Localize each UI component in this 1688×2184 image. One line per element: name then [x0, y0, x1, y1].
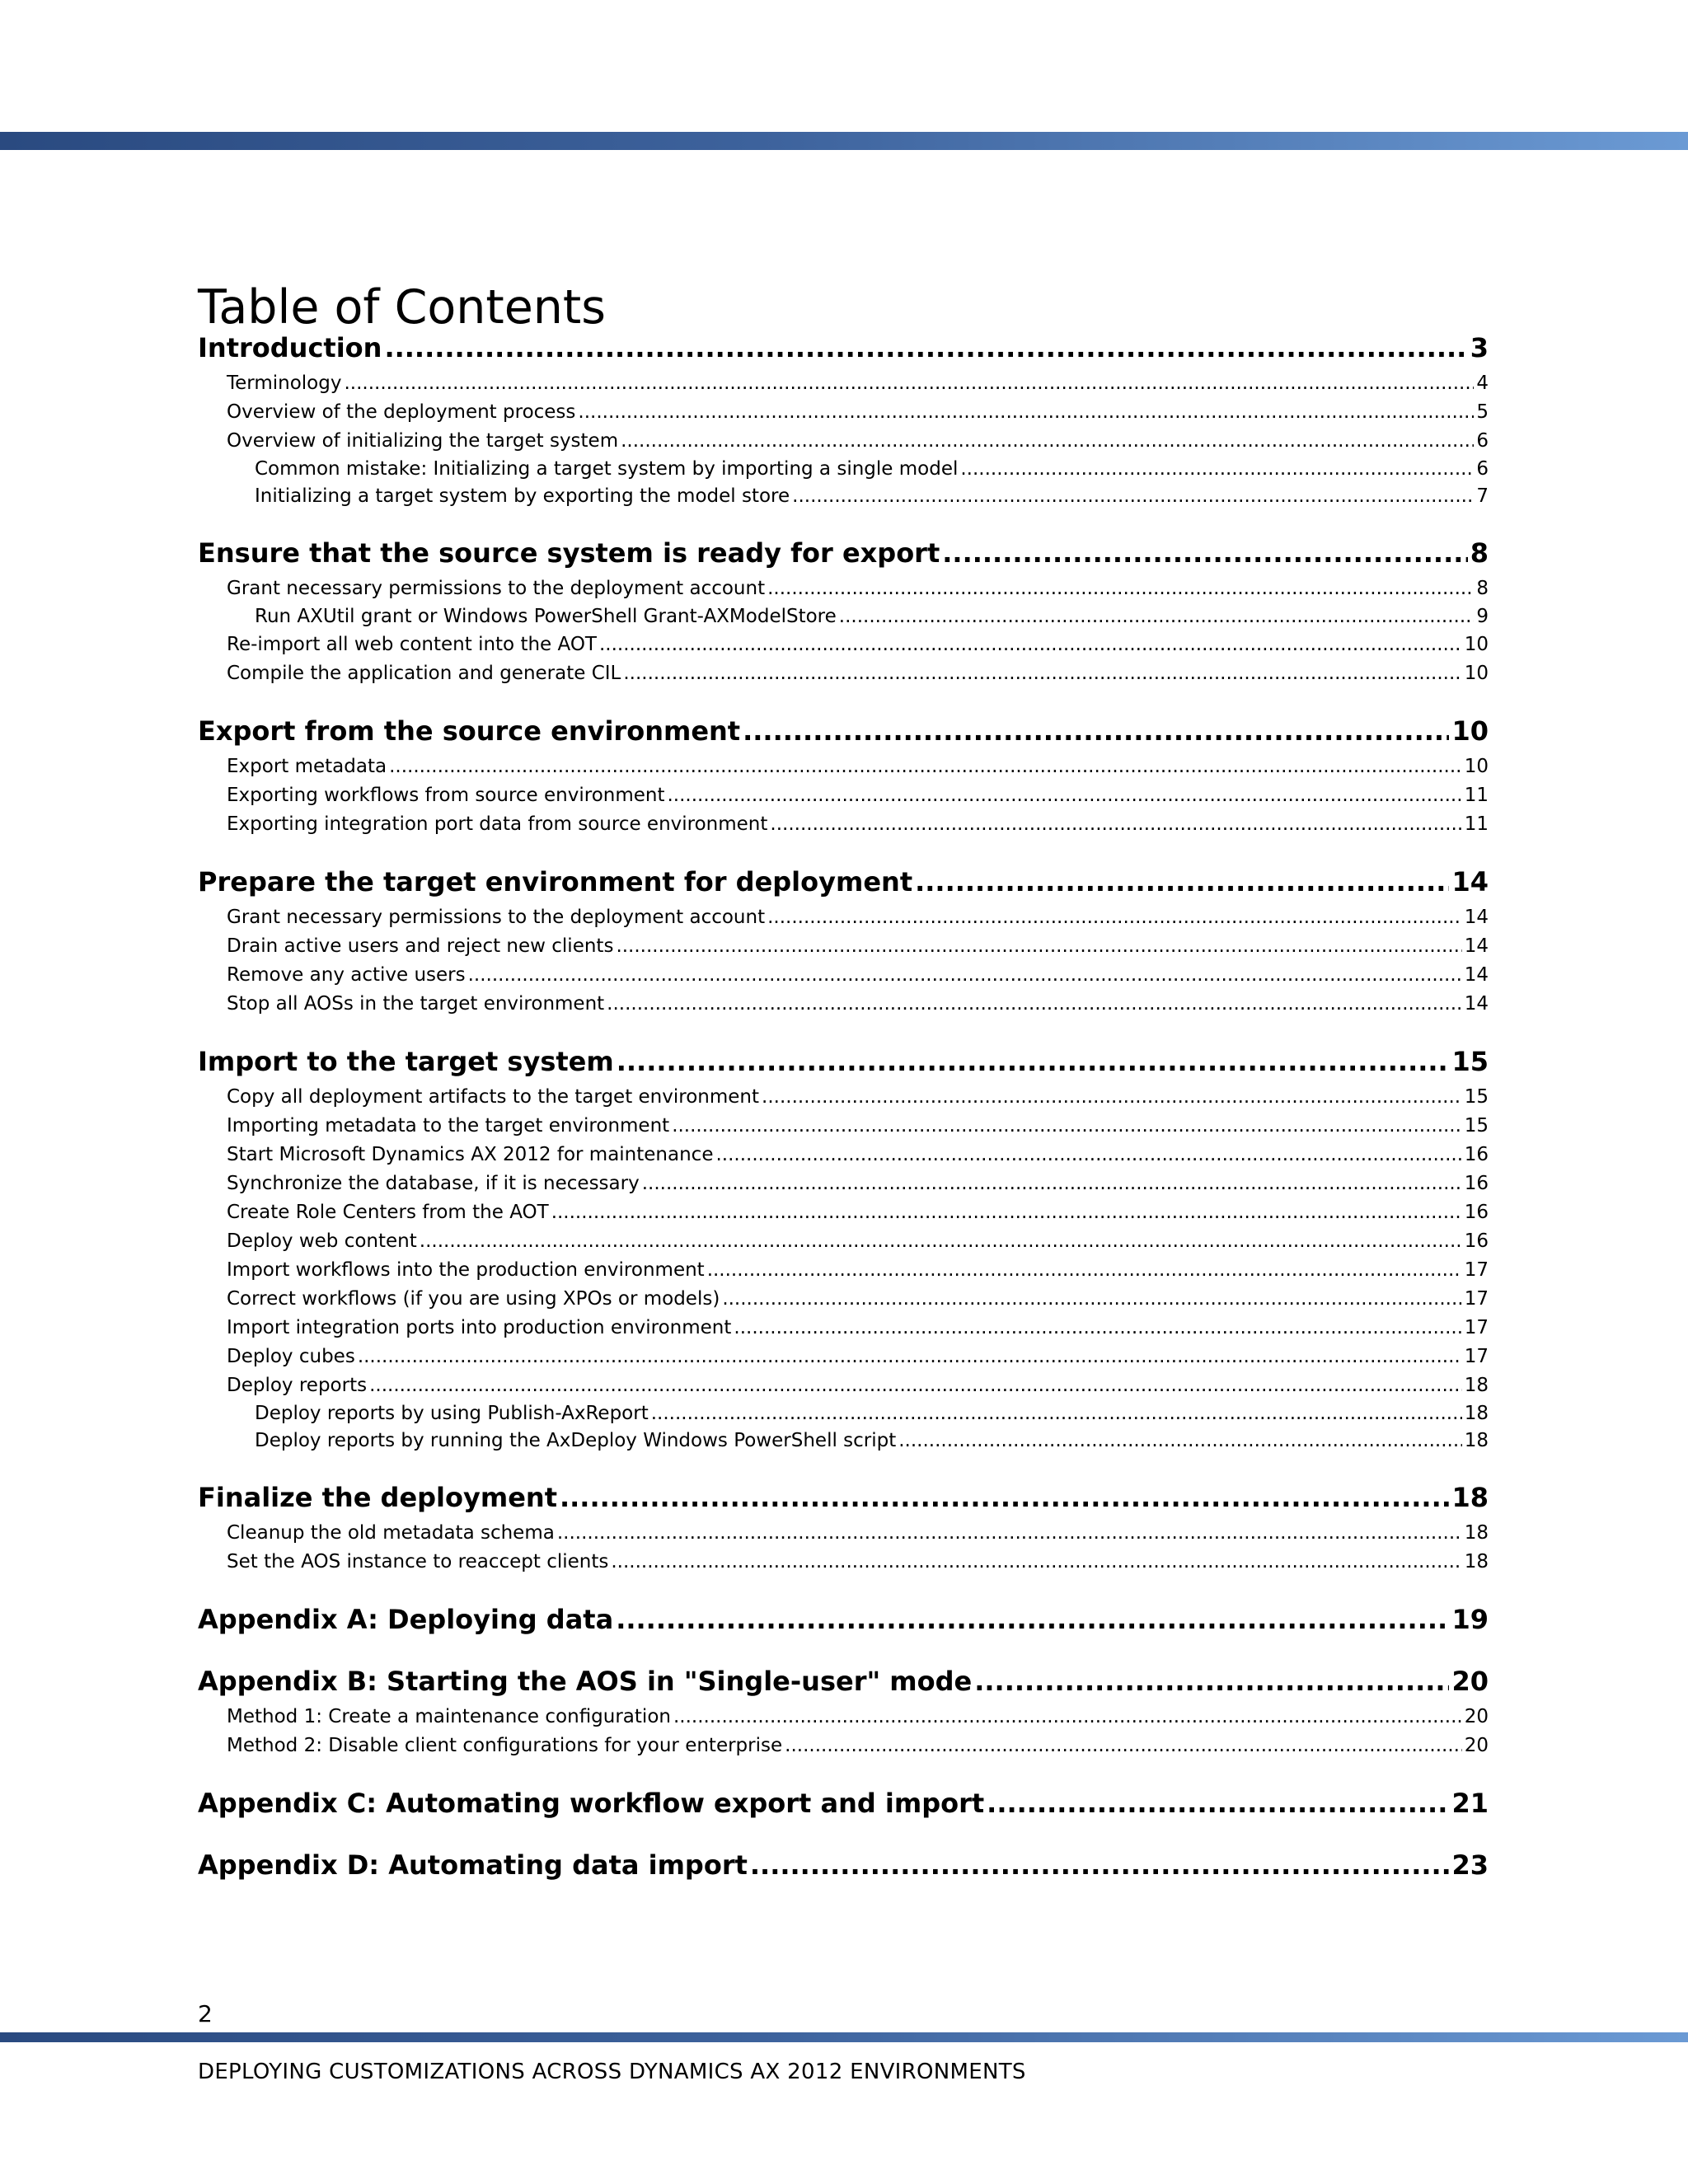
toc-entry-title: Introduction [198, 332, 382, 363]
toc-subentry[interactable] [198, 1314, 1489, 1343]
toc-entry-page: 19 [1451, 1604, 1489, 1635]
toc-heading[interactable] [198, 1043, 1489, 1080]
toc-subentry[interactable] [198, 1198, 1489, 1227]
toc-entry-page: 7 [1476, 485, 1489, 507]
toc-entry-title: Import integration ports into production environment [227, 1317, 732, 1338]
toc-entry-title: Ensure that the source system is ready for export [198, 537, 940, 569]
toc-subentry[interactable] [198, 990, 1489, 1019]
dot-leader [722, 1285, 1461, 1314]
toc-subentry[interactable] [198, 369, 1489, 398]
toc-entry-page: 16 [1464, 1173, 1489, 1194]
toc-entry-page: 20 [1464, 1735, 1489, 1756]
toc-heading[interactable] [198, 535, 1489, 572]
toc-entry-page: 6 [1476, 430, 1489, 452]
toc-entry-title: Import to the target system [198, 1046, 614, 1077]
toc-heading[interactable] [198, 330, 1489, 367]
dot-leader [673, 1703, 1462, 1732]
toc-section [198, 864, 1489, 1019]
toc-entry-page: 9 [1476, 606, 1489, 627]
toc-entry-title: Create Role Centers from the AOT [227, 1202, 549, 1223]
toc-heading[interactable] [198, 1479, 1489, 1516]
toc-entry-title: Copy all deployment artifacts to the target environment [227, 1086, 760, 1108]
toc-entry-page: 14 [1464, 993, 1489, 1015]
toc-section [198, 713, 1489, 839]
toc-entry-page: 17 [1464, 1259, 1489, 1281]
toc-section [198, 535, 1489, 688]
dot-leader [734, 1314, 1461, 1343]
toc-entry-title: Deploy reports by running the AxDeploy Windows PowerShell script [255, 1430, 897, 1451]
toc-entry-page: 14 [1451, 866, 1489, 898]
toc-entry-title: Correct workflows (if you are using XPOs or models) [227, 1288, 720, 1310]
dot-leader [762, 1083, 1462, 1112]
toc-subentry[interactable] [198, 456, 1489, 483]
toc-entry-title: Exporting workflows from source environment [227, 785, 665, 806]
toc-entry-title: Compile the application and generate CIL [227, 663, 621, 684]
toc-subentry[interactable] [198, 1227, 1489, 1256]
toc-subentry[interactable] [198, 1427, 1489, 1455]
toc-entry-title: Import workflows into the production environment [227, 1259, 705, 1281]
toc-subentry[interactable] [198, 427, 1489, 456]
dot-leader [642, 1169, 1462, 1198]
toc-entry-page: 15 [1464, 1086, 1489, 1108]
toc-subentry[interactable] [198, 1400, 1489, 1427]
toc-entry-page: 15 [1451, 1046, 1489, 1077]
toc-entry-page: 17 [1464, 1317, 1489, 1338]
toc-entry-page: 14 [1464, 964, 1489, 986]
toc-entry-page: 20 [1464, 1706, 1489, 1727]
toc-subentry[interactable] [198, 1519, 1489, 1548]
toc-entry-title: Export from the source environment [198, 715, 741, 747]
toc-subentry[interactable] [198, 603, 1489, 630]
toc-entry-title: Method 1: Create a maintenance configuration [227, 1706, 671, 1727]
toc-subentry[interactable] [198, 781, 1489, 810]
toc-section [198, 1663, 1489, 1760]
toc-subentry[interactable] [198, 903, 1489, 932]
toc-entry-page: 8 [1470, 537, 1489, 569]
toc-subentry[interactable] [198, 574, 1489, 603]
footer-color-band [0, 2032, 1688, 2042]
toc-entry-title: Synchronize the database, if it is necessary [227, 1173, 640, 1194]
toc-heading[interactable] [198, 1663, 1489, 1700]
toc-entry-page: 3 [1470, 332, 1489, 363]
toc-entry-title: Prepare the target environment for deployment [198, 866, 913, 898]
toc-subentry[interactable] [198, 1083, 1489, 1112]
toc-entry-page: 18 [1464, 1551, 1489, 1572]
dot-leader [616, 932, 1461, 961]
dot-leader [607, 990, 1462, 1019]
toc-entry-title: Overview of initializing the target system [227, 430, 619, 452]
dot-leader [792, 483, 1474, 510]
toc-heading[interactable] [198, 713, 1489, 750]
toc-entry-title: Deploy reports by using Publish-AxReport [255, 1403, 649, 1424]
toc-entry-page: 18 [1464, 1430, 1489, 1451]
toc-entry-page: 18 [1464, 1375, 1489, 1396]
toc-entry-page: 10 [1451, 715, 1489, 747]
dot-leader [942, 535, 1467, 572]
dot-leader [617, 1043, 1450, 1080]
dot-leader [468, 961, 1462, 990]
toc-entry-page: 18 [1464, 1522, 1489, 1544]
dot-leader [915, 864, 1449, 901]
toc-subentry[interactable] [198, 961, 1489, 990]
dot-leader [767, 903, 1462, 932]
header-color-band [0, 132, 1688, 150]
dot-leader [715, 1141, 1461, 1169]
toc-entry-title: Set the AOS instance to reaccept clients [227, 1551, 609, 1572]
dot-leader [621, 427, 1474, 456]
dot-leader [987, 1785, 1449, 1822]
toc-entry-title: Terminology [227, 373, 342, 394]
toc-entry-title: Drain active users and reject new clients [227, 935, 614, 957]
dot-leader [599, 630, 1462, 659]
dot-leader [384, 330, 1467, 367]
toc-subentry[interactable] [198, 630, 1489, 659]
toc-heading[interactable] [198, 1847, 1489, 1884]
toc-subentry[interactable] [198, 752, 1489, 781]
toc-section [198, 1847, 1489, 1884]
dot-leader [344, 369, 1474, 398]
toc-heading[interactable] [198, 1785, 1489, 1822]
dot-leader [623, 659, 1461, 688]
toc-entry-page: 18 [1451, 1482, 1489, 1513]
dot-leader [767, 574, 1474, 603]
toc-entry-title: Grant necessary permissions to the deployment account [227, 578, 766, 599]
toc-entry-page: 16 [1464, 1144, 1489, 1165]
toc-entry-page: 16 [1464, 1202, 1489, 1223]
toc-entry-title: Grant necessary permissions to the deployment account [227, 907, 766, 928]
toc-entry-title: Deploy reports [227, 1375, 368, 1396]
toc-entry-page: 23 [1451, 1849, 1489, 1881]
dot-leader [611, 1548, 1461, 1577]
dot-leader [358, 1343, 1462, 1371]
table-of-contents [198, 330, 1489, 1909]
dot-leader [743, 713, 1449, 750]
page-number: 2 [198, 2000, 213, 2027]
toc-subentry[interactable] [198, 1548, 1489, 1577]
toc-entry-title: Overview of the deployment process [227, 401, 576, 423]
toc-entry-title: Re-import all web content into the AOT [227, 634, 597, 655]
dot-leader [974, 1663, 1449, 1700]
toc-section [198, 1043, 1489, 1455]
toc-subentry[interactable] [198, 1112, 1489, 1141]
dot-leader [672, 1112, 1462, 1141]
page-title: Table of Contents [198, 280, 606, 335]
dot-leader [551, 1198, 1462, 1227]
document-title-footer: DEPLOYING CUSTOMIZATIONS ACROSS DYNAMICS AX 2012 ENVIRONMENTS [198, 2060, 1026, 2084]
toc-entry-page: 5 [1476, 401, 1489, 423]
toc-section [198, 1479, 1489, 1577]
toc-subentry[interactable] [198, 1256, 1489, 1285]
toc-entry-page: 20 [1451, 1666, 1489, 1697]
toc-subentry[interactable] [198, 659, 1489, 688]
dot-leader [369, 1371, 1462, 1400]
toc-subentry[interactable] [198, 1285, 1489, 1314]
dot-leader [668, 781, 1462, 810]
toc-subentry[interactable] [198, 1343, 1489, 1371]
toc-entry-page: 17 [1464, 1346, 1489, 1367]
dot-leader [960, 456, 1474, 483]
toc-entry-page: 15 [1464, 1115, 1489, 1137]
dot-leader [560, 1479, 1449, 1516]
dot-leader [770, 810, 1461, 839]
dot-leader [785, 1732, 1462, 1760]
toc-entry-page: 10 [1464, 663, 1489, 684]
toc-entry-title: Appendix A: Deploying data [198, 1604, 614, 1635]
toc-entry-page: 10 [1464, 634, 1489, 655]
toc-subentry[interactable] [198, 1371, 1489, 1400]
toc-entry-title: Finalize the deployment [198, 1482, 557, 1513]
toc-entry-page: 11 [1464, 785, 1489, 806]
toc-section [198, 1601, 1489, 1638]
dot-leader [707, 1256, 1462, 1285]
toc-entry-title: Appendix D: Automating data import [198, 1849, 748, 1881]
toc-entry-page: 17 [1464, 1288, 1489, 1310]
toc-section [198, 1785, 1489, 1822]
toc-entry-page: 6 [1476, 458, 1489, 480]
dot-leader [420, 1227, 1462, 1256]
toc-subentry[interactable] [198, 810, 1489, 839]
toc-entry-title: Deploy web content [227, 1230, 417, 1252]
toc-heading[interactable] [198, 1601, 1489, 1638]
toc-entry-page: 14 [1464, 907, 1489, 928]
toc-entry-page: 10 [1464, 756, 1489, 777]
dot-leader [616, 1601, 1449, 1638]
toc-entry-title: Stop all AOSs in the target environment [227, 993, 605, 1015]
toc-subentry[interactable] [198, 483, 1489, 510]
toc-entry-title: Method 2: Disable client configurations for your enterprise [227, 1735, 783, 1756]
toc-entry-title: Appendix C: Automating workflow export and import [198, 1788, 985, 1819]
toc-entry-title: Export metadata [227, 756, 387, 777]
toc-entry-title: Start Microsoft Dynamics AX 2012 for maintenance [227, 1144, 714, 1165]
dot-leader [578, 398, 1474, 427]
toc-entry-title: Importing metadata to the target environment [227, 1115, 670, 1137]
dot-leader [839, 603, 1475, 630]
toc-entry-title: Appendix B: Starting the AOS in "Single-user" mode [198, 1666, 973, 1697]
toc-entry-title: Exporting integration port data from source environment [227, 813, 768, 835]
toc-entry-title: Common mistake: Initializing a target system by importing a single model [255, 458, 959, 480]
dot-leader [898, 1427, 1461, 1455]
dot-leader [389, 752, 1462, 781]
toc-entry-page: 14 [1464, 935, 1489, 957]
dot-leader [557, 1519, 1462, 1548]
toc-subentry[interactable] [198, 932, 1489, 961]
dot-leader [651, 1400, 1462, 1427]
toc-entry-title: Run AXUtil grant or Windows PowerShell Grant-AXModelStore [255, 606, 837, 627]
toc-heading[interactable] [198, 864, 1489, 901]
toc-subentry[interactable] [198, 1732, 1489, 1760]
toc-entry-page: 18 [1464, 1403, 1489, 1424]
toc-entry-page: 21 [1451, 1788, 1489, 1819]
toc-entry-page: 11 [1464, 813, 1489, 835]
dot-leader [750, 1847, 1450, 1884]
toc-entry-title: Cleanup the old metadata schema [227, 1522, 555, 1544]
toc-entry-title: Deploy cubes [227, 1346, 355, 1367]
toc-subentry[interactable] [198, 1169, 1489, 1198]
toc-entry-title: Remove any active users [227, 964, 466, 986]
toc-subentry[interactable] [198, 1703, 1489, 1732]
toc-section [198, 330, 1489, 510]
toc-entry-title: Initializing a target system by exporting the model store [255, 485, 790, 507]
toc-entry-page: 8 [1476, 578, 1489, 599]
toc-subentry[interactable] [198, 398, 1489, 427]
toc-entry-page: 4 [1476, 373, 1489, 394]
toc-entry-page: 16 [1464, 1230, 1489, 1252]
toc-subentry[interactable] [198, 1141, 1489, 1169]
